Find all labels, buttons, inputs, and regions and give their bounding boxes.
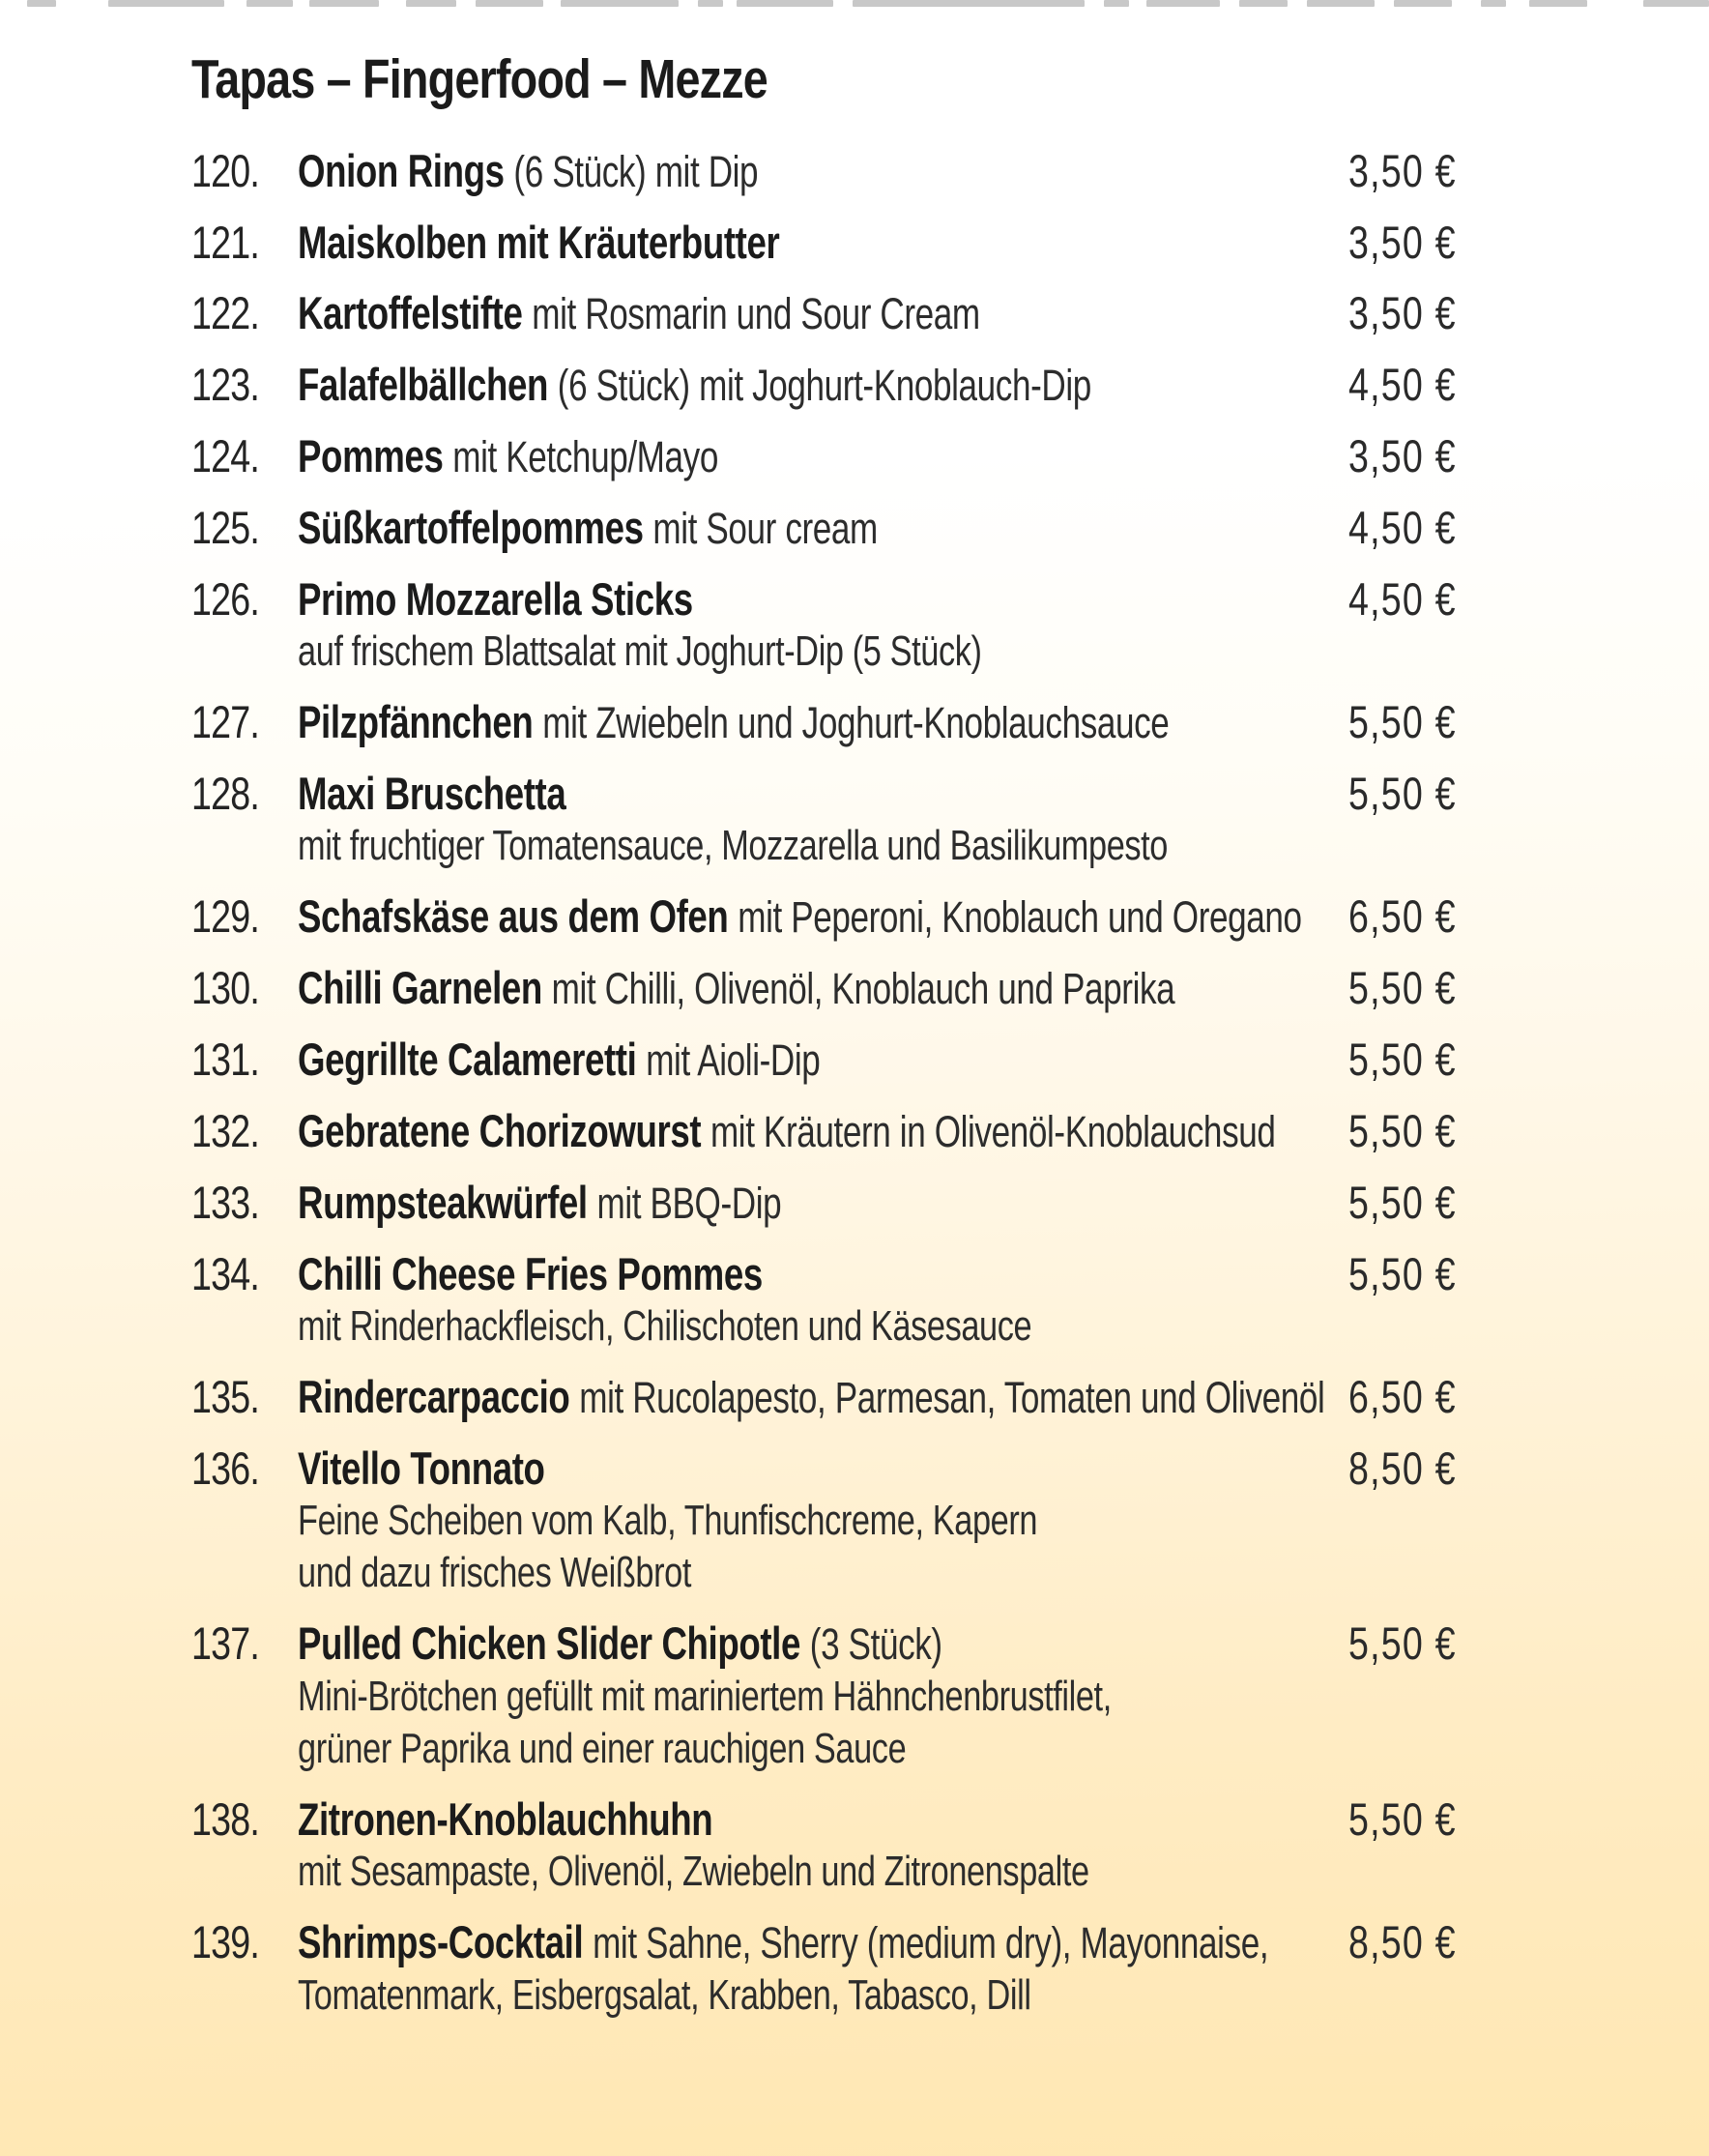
item-title-line <box>298 502 1391 553</box>
item-body <box>298 1371 1699 1422</box>
item-description-line: auf frischem Blattsalat mit Joghurt-Dip (5 Stück) <box>298 627 982 675</box>
menu-item-row <box>191 1442 1699 1596</box>
cropped-glyph-fragment <box>27 0 56 7</box>
item-title-line <box>298 1793 1391 1845</box>
menu-item-row <box>191 1177 1699 1228</box>
cropped-glyph-fragment <box>1643 0 1709 7</box>
menu-item-list <box>191 145 1709 2019</box>
menu-item-row <box>191 890 1699 942</box>
item-name: Gegrillte Calameretti <box>298 1034 637 1085</box>
item-number: 125. <box>191 502 259 553</box>
item-title-line <box>298 768 1391 819</box>
item-description-line: mit Rinderhackfleisch, Chilischoten und Käsesauce <box>298 1302 1032 1350</box>
item-name: Gebratene Chorizowurst <box>298 1105 702 1156</box>
item-description-line: Tomatenmark, Eisbergsalat, Krabben, Tabasco, Dill <box>298 1971 1031 2019</box>
item-body <box>298 1248 1699 1350</box>
item-number: 127. <box>191 696 259 747</box>
item-number: 132. <box>191 1105 259 1156</box>
item-description-inline: mit Zwiebeln und Joghurt-Knoblauchsauce <box>542 698 1170 747</box>
menu-item-row <box>191 962 1699 1013</box>
item-name: Vitello Tonnato <box>298 1442 545 1494</box>
item-description-inline: (6 Stück) mit Dip <box>513 147 759 196</box>
menu-item-row <box>191 145 1699 196</box>
item-description-inline: mit Rosmarin und Sour Cream <box>532 289 980 338</box>
item-name: Pommes <box>298 430 444 481</box>
item-description-inline: mit Sahne, Sherry (medium dry), Mayonnaise, <box>593 1918 1269 1967</box>
item-title-line <box>298 1177 1391 1228</box>
cropped-text-strip <box>0 0 1709 8</box>
item-number: 137. <box>191 1617 259 1669</box>
cropped-glyph-fragment <box>1481 0 1506 7</box>
item-number: 121. <box>191 217 259 268</box>
item-title-line <box>298 1034 1391 1085</box>
item-description-line: mit fruchtiger Tomatensauce, Mozzarella und Basilikumpesto <box>298 822 1168 869</box>
item-price: 3,50 € <box>1348 217 1457 268</box>
cropped-glyph-fragment <box>561 0 679 7</box>
item-name: Onion Rings <box>298 145 505 196</box>
item-name: Rindercarpaccio <box>298 1371 570 1422</box>
item-number: 130. <box>191 962 259 1013</box>
item-body <box>298 696 1699 747</box>
item-name: Zitronen-Knoblauchhuhn <box>298 1793 713 1845</box>
cropped-glyph-fragment <box>1239 0 1288 7</box>
item-title-line <box>298 1916 1391 1967</box>
menu-item-row <box>191 430 1699 481</box>
item-price: 3,50 € <box>1348 287 1457 338</box>
item-body <box>298 502 1699 553</box>
item-title-line <box>298 430 1391 481</box>
item-title-line <box>298 1442 1391 1494</box>
item-description-inline: mit Rucolapesto, Parmesan, Tomaten und Olivenöl <box>579 1373 1325 1422</box>
item-name: Kartoffelstifte <box>298 287 523 338</box>
item-number: 134. <box>191 1248 259 1299</box>
item-number: 120. <box>191 145 259 196</box>
item-body <box>298 1916 1699 2019</box>
item-description-inline: mit Ketchup/Mayo <box>452 432 718 481</box>
item-description-inline: mit BBQ-Dip <box>596 1179 782 1228</box>
item-description-inline: mit Peperoni, Knoblauch und Oregano <box>738 892 1302 942</box>
cropped-glyph-fragment <box>698 0 723 7</box>
item-body <box>298 962 1699 1013</box>
item-name: Falafelbällchen <box>298 359 549 410</box>
item-name: Schafskäse aus dem Ofen <box>298 890 729 942</box>
item-name: Shrimps-Cocktail <box>298 1916 584 1967</box>
item-description-line: und dazu frisches Weißbrot <box>298 1549 691 1596</box>
item-title-line <box>298 145 1391 196</box>
cropped-glyph-fragment <box>1529 0 1587 7</box>
item-description-inline: mit Chilli, Olivenöl, Knoblauch und Paprika <box>551 964 1175 1013</box>
cropped-glyph-fragment <box>737 0 833 7</box>
item-title-line <box>298 696 1391 747</box>
item-name: Chilli Garnelen <box>298 962 542 1013</box>
item-number: 123. <box>191 359 259 410</box>
item-title-line <box>298 1371 1391 1422</box>
item-number: 124. <box>191 430 259 481</box>
item-price: 5,50 € <box>1348 962 1457 1013</box>
cropped-glyph-fragment <box>309 0 379 7</box>
item-price: 5,50 € <box>1348 1034 1457 1085</box>
item-number: 133. <box>191 1177 259 1228</box>
item-name: Rumpsteakwürfel <box>298 1177 588 1228</box>
item-name: Maxi Bruschetta <box>298 768 566 819</box>
item-body <box>298 890 1699 942</box>
item-price: 5,50 € <box>1348 696 1457 747</box>
cropped-glyph-fragment <box>1394 0 1452 7</box>
menu-item-row <box>191 696 1699 747</box>
item-price: 5,50 € <box>1348 1248 1457 1299</box>
item-name: Süßkartoffelpommes <box>298 502 644 553</box>
item-price: 4,50 € <box>1348 359 1457 410</box>
item-body <box>298 1034 1699 1085</box>
menu-item-row <box>191 573 1699 675</box>
item-title-line <box>298 1617 1391 1669</box>
item-price: 8,50 € <box>1348 1442 1457 1494</box>
item-price: 5,50 € <box>1348 1105 1457 1156</box>
item-body <box>298 1177 1699 1228</box>
item-title-line <box>298 359 1391 410</box>
menu-item-row <box>191 1371 1699 1422</box>
menu-item-row <box>191 217 1699 268</box>
item-description-inline: mit Kräutern in Olivenöl-Knoblauchsud <box>710 1107 1276 1156</box>
cropped-glyph-fragment <box>853 0 1085 7</box>
item-price: 5,50 € <box>1348 768 1457 819</box>
item-price: 5,50 € <box>1348 1617 1457 1669</box>
item-body <box>298 217 1699 268</box>
item-price: 4,50 € <box>1348 502 1457 553</box>
item-number: 136. <box>191 1442 259 1494</box>
cropped-glyph-fragment <box>1146 0 1220 7</box>
item-body <box>298 1793 1699 1895</box>
menu-item-row <box>191 1617 1699 1772</box>
item-body <box>298 287 1699 338</box>
item-description-line: mit Sesampaste, Olivenöl, Zwiebeln und Zitronenspalte <box>298 1848 1089 1895</box>
item-name: Pulled Chicken Slider Chipotle <box>298 1617 800 1669</box>
item-title-line <box>298 890 1391 942</box>
menu-item-row <box>191 1105 1699 1156</box>
item-price: 3,50 € <box>1348 145 1457 196</box>
item-title-line <box>298 1105 1391 1156</box>
cropped-glyph-fragment <box>476 0 543 7</box>
item-price: 4,50 € <box>1348 573 1457 625</box>
item-body <box>298 1442 1699 1596</box>
item-number: 138. <box>191 1793 259 1845</box>
item-title-line <box>298 1248 1391 1299</box>
cropped-glyph-fragment <box>1104 0 1129 7</box>
menu-item-row <box>191 359 1699 410</box>
item-body <box>298 359 1699 410</box>
item-body <box>298 145 1699 196</box>
item-number: 139. <box>191 1916 259 1967</box>
cropped-glyph-fragment <box>406 0 456 7</box>
item-description-inline: (6 Stück) mit Joghurt-Knoblauch-Dip <box>557 361 1091 410</box>
item-price: 8,50 € <box>1348 1916 1457 1967</box>
item-number: 129. <box>191 890 259 942</box>
cropped-glyph-fragment <box>108 0 224 7</box>
menu-item-row <box>191 287 1699 338</box>
item-title-line <box>298 962 1391 1013</box>
menu-item-row <box>191 502 1699 553</box>
menu-item-row <box>191 768 1699 869</box>
cropped-glyph-fragment <box>246 0 293 7</box>
item-price: 3,50 € <box>1348 430 1457 481</box>
item-price: 6,50 € <box>1348 1371 1457 1422</box>
item-title-line <box>298 217 1391 268</box>
section-title: Tapas – Fingerfood – Mezze <box>191 48 768 110</box>
item-name: Pilzpfännchen <box>298 696 534 747</box>
menu-item-row <box>191 1916 1699 2019</box>
item-title-line <box>298 287 1391 338</box>
item-body <box>298 768 1699 869</box>
item-description-inline: (3 Stück) <box>809 1619 942 1669</box>
item-body <box>298 430 1699 481</box>
item-description-inline: mit Sour cream <box>652 504 878 553</box>
item-number: 126. <box>191 573 259 625</box>
item-title-line <box>298 573 1391 625</box>
item-description-inline: mit Aioli-Dip <box>646 1035 821 1085</box>
item-number: 135. <box>191 1371 259 1422</box>
item-body <box>298 573 1699 675</box>
item-description-line: grüner Paprika und einer rauchigen Sauce <box>298 1725 907 1772</box>
item-number: 128. <box>191 768 259 819</box>
item-name: Chilli Cheese Fries Pommes <box>298 1248 763 1299</box>
item-number: 131. <box>191 1034 259 1085</box>
item-price: 5,50 € <box>1348 1177 1457 1228</box>
menu-item-row <box>191 1034 1699 1085</box>
item-description-line: Feine Scheiben vom Kalb, Thunfischcreme, Kapern <box>298 1497 1038 1544</box>
item-name: Maiskolben mit Kräuterbutter <box>298 217 780 268</box>
item-price: 6,50 € <box>1348 890 1457 942</box>
menu-item-row <box>191 1248 1699 1350</box>
menu-item-row <box>191 1793 1699 1895</box>
item-name: Primo Mozzarella Sticks <box>298 573 693 625</box>
item-description-line: Mini-Brötchen gefüllt mit mariniertem Hähnchenbrustfilet, <box>298 1673 1112 1720</box>
item-body <box>298 1105 1699 1156</box>
item-body <box>298 1617 1699 1772</box>
item-price: 5,50 € <box>1348 1793 1457 1845</box>
item-number: 122. <box>191 287 259 338</box>
cropped-glyph-fragment <box>1307 0 1375 7</box>
